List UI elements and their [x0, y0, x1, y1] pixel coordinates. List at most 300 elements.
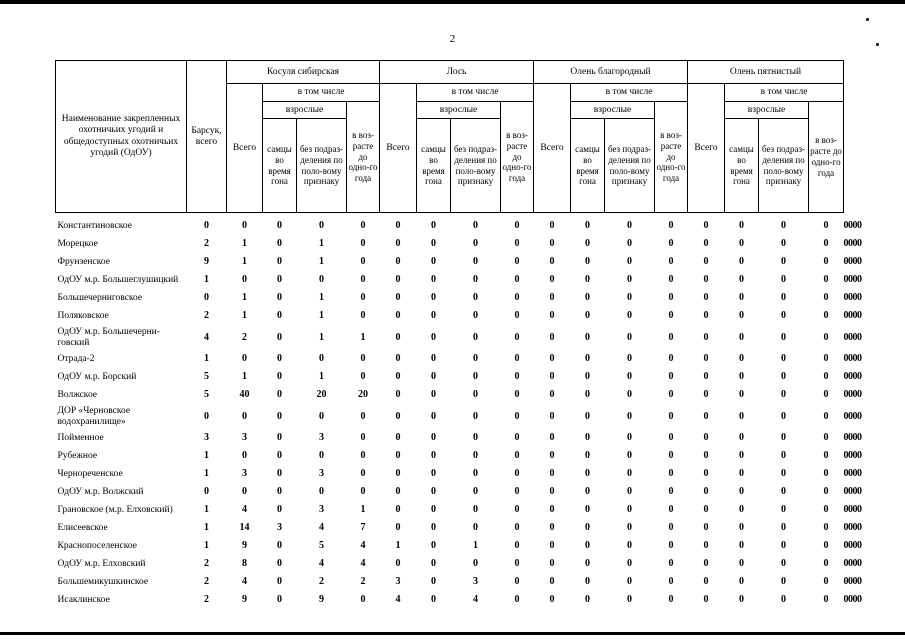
table-cell: 0 [668, 371, 674, 383]
hunting-ground-name: Елисеевское [57, 522, 108, 533]
table-cell: 0 [360, 256, 366, 268]
table-cell: 0 [781, 274, 787, 286]
hunting-ground-name: Чернореченское [57, 468, 123, 479]
table-cell: 0 [668, 256, 674, 268]
table-cell: 0 [514, 450, 520, 462]
no-sex-division-header: без подраз-деления по поло-вому признаку [451, 119, 501, 213]
table-cell: 0 [852, 594, 858, 606]
table-cell: 0 [703, 371, 709, 383]
table-cell: 0 [395, 450, 401, 462]
table-cell: 0 [703, 256, 709, 268]
table-cell: 0 [703, 522, 709, 534]
table-cell: 0 [857, 450, 862, 462]
table-cell: 0 [857, 238, 862, 250]
hunting-ground-name: ОдОУ м.р. Большеглушицкий [57, 274, 179, 285]
table-cell: 0 [739, 450, 745, 462]
table-cell: 2 [204, 310, 209, 322]
table-cell: 0 [703, 310, 709, 322]
table-cell: 0 [739, 410, 745, 422]
table-cell: 9 [242, 594, 247, 606]
table-cell: 0 [360, 220, 366, 232]
table-cell: 0 [549, 310, 555, 322]
table-cell: 0 [277, 220, 282, 232]
table-cell: 0 [739, 353, 745, 365]
table-cell: 2 [242, 331, 247, 343]
table-cell: 0 [585, 450, 591, 462]
table-cell: 0 [703, 504, 709, 516]
table-cell: 0 [852, 292, 858, 304]
table-cell: 0 [473, 353, 479, 365]
table-cell: 0 [857, 256, 862, 268]
table-cell: 0 [703, 576, 709, 588]
table-cell: 0 [848, 310, 854, 322]
table-cell: 3 [204, 432, 209, 444]
table-cell: 2 [360, 576, 366, 588]
table-cell: 0 [395, 522, 401, 534]
bottom-border-line [0, 632, 905, 635]
table-row [56, 501, 862, 519]
table-cell: 4 [319, 558, 324, 570]
table-cell: 0 [823, 389, 829, 401]
table-cell: 0 [473, 274, 479, 286]
table-cell: 0 [473, 331, 479, 343]
table-cell: 0 [277, 576, 282, 588]
table-cell: 0 [843, 522, 849, 534]
table-cell: 0 [431, 504, 437, 516]
table-row [56, 235, 862, 253]
table-cell: 1 [319, 371, 324, 383]
table-cell: 0 [852, 238, 858, 250]
table-cell: 0 [585, 256, 591, 268]
table-cell: 0 [585, 331, 591, 343]
table-cell: 0 [360, 292, 366, 304]
table-cell: 0 [360, 353, 366, 365]
table-cell: 0 [431, 292, 437, 304]
table-cell: 0 [585, 389, 591, 401]
table-cell: 0 [668, 310, 674, 322]
table-cell: 1 [395, 540, 401, 552]
table-cell: 0 [848, 371, 854, 383]
table-cell: 0 [668, 432, 674, 444]
table-row [56, 253, 862, 271]
table-cell: 0 [585, 468, 591, 480]
table-cell: 0 [431, 468, 437, 480]
table-cell: 0 [857, 594, 862, 606]
table-cell: 1 [242, 256, 247, 268]
table-cell: 0 [781, 410, 787, 422]
table-cell: 0 [585, 310, 591, 322]
table-cell: 4 [360, 540, 366, 552]
table-row [56, 429, 862, 447]
table-cell: 0 [739, 594, 745, 606]
table-cell: 0 [360, 238, 366, 250]
table-cell: 0 [395, 504, 401, 516]
table-cell: 0 [549, 432, 555, 444]
table-cell: 0 [395, 432, 401, 444]
hunting-grounds-table [55, 60, 862, 609]
hunting-ground-name: Фрунзенское [57, 256, 110, 267]
hunting-ground-name: Исаклинское [57, 594, 110, 605]
table-cell: 0 [627, 450, 633, 462]
table-cell: 0 [514, 331, 520, 343]
table-row [56, 537, 862, 555]
table-cell: 14 [239, 522, 250, 534]
males-rut-header: самцы во время гона [263, 119, 297, 213]
table-cell: 0 [781, 310, 787, 322]
table-cell: 0 [395, 558, 401, 570]
table-cell: 1 [204, 450, 209, 462]
table-cell: 0 [848, 486, 854, 498]
table-cell: 0 [848, 292, 854, 304]
table-cell: 0 [319, 353, 324, 365]
table-cell: 0 [514, 594, 520, 606]
hunting-ground-name: Константиновское [57, 220, 132, 231]
table-cell: 0 [473, 292, 479, 304]
table-cell: 0 [549, 331, 555, 343]
table-cell: 0 [843, 256, 849, 268]
table-cell: 0 [627, 274, 633, 286]
table-cell: 0 [848, 432, 854, 444]
table-cell: 4 [242, 504, 247, 516]
table-cell: 0 [703, 389, 709, 401]
table-cell: 0 [739, 468, 745, 480]
hunting-ground-name: ОдОУ м.р. Волжский [57, 486, 144, 497]
table-cell: 0 [739, 486, 745, 498]
table-cell: 0 [360, 468, 366, 480]
table-cell: 0 [739, 292, 745, 304]
table-cell: 0 [627, 389, 633, 401]
table-row [56, 519, 862, 537]
hunting-ground-name: Грановское (м.р. Елховский) [57, 504, 173, 515]
table-cell: 0 [668, 410, 674, 422]
adults-header: взрослые [417, 102, 501, 119]
table-cell: 0 [395, 410, 401, 422]
name-column-header: Наименование закрепленных охотничьих угодий и общедоступных охотничьих угодий (ОдОУ) [56, 61, 187, 213]
table-cell: 0 [473, 522, 479, 534]
table-cell: 1 [319, 331, 324, 343]
table-cell: 0 [843, 371, 849, 383]
table-cell: 0 [395, 274, 401, 286]
table-cell: 0 [585, 594, 591, 606]
table-cell: 0 [431, 576, 437, 588]
table-cell: 0 [843, 310, 849, 322]
table-cell: 0 [395, 486, 401, 498]
table-cell: 0 [857, 468, 862, 480]
table-cell: 0 [549, 410, 555, 422]
table-cell: 0 [823, 540, 829, 552]
table-row [56, 307, 862, 325]
table-cell: 0 [857, 274, 862, 286]
table-cell: 0 [857, 331, 862, 343]
table-cell: 0 [627, 468, 633, 480]
table-row [56, 483, 862, 501]
table-cell: 1 [319, 310, 324, 322]
table-row [56, 447, 862, 465]
table-cell: 0 [514, 522, 520, 534]
table-header [56, 61, 862, 213]
table-cell: 0 [739, 274, 745, 286]
table-cell: 0 [585, 371, 591, 383]
table-row [56, 404, 862, 429]
table-cell: 0 [585, 410, 591, 422]
table-cell: 0 [277, 486, 282, 498]
table-cell: 0 [857, 558, 862, 570]
table-body [56, 213, 862, 610]
table-row [56, 368, 862, 386]
table-cell: 0 [739, 389, 745, 401]
table-cell: 0 [585, 292, 591, 304]
table-cell: 0 [204, 410, 209, 422]
males-rut-header: самцы во время гона [725, 119, 759, 213]
total-header: Всего [534, 84, 571, 213]
table-cell: 0 [668, 504, 674, 516]
table-cell: 0 [781, 220, 787, 232]
hunting-ground-name: Рубежное [57, 450, 98, 461]
table-cell: 1 [204, 540, 209, 552]
table-cell: 0 [848, 558, 854, 570]
table-cell: 0 [823, 410, 829, 422]
table-cell: 0 [360, 310, 366, 322]
table-cell: 0 [852, 558, 858, 570]
table-cell: 0 [739, 540, 745, 552]
table-cell: 0 [473, 238, 479, 250]
table-cell: 0 [781, 256, 787, 268]
table-row [56, 271, 862, 289]
table-cell: 0 [781, 504, 787, 516]
species-header-elk: Лось [380, 61, 534, 84]
table-cell: 0 [848, 410, 854, 422]
table-cell: 0 [668, 274, 674, 286]
table-cell: 0 [843, 274, 849, 286]
hunting-ground-name: Краснопоселенское [57, 540, 137, 551]
including-header: в том числе [263, 84, 380, 102]
table-cell: 0 [549, 292, 555, 304]
table-cell: 0 [585, 522, 591, 534]
table-cell: 0 [857, 353, 862, 365]
table-cell: 2 [204, 238, 209, 250]
table-cell: 0 [843, 504, 849, 516]
table-cell: 0 [473, 468, 479, 480]
table-cell: 0 [857, 410, 862, 422]
table-cell: 0 [852, 371, 858, 383]
table-cell: 0 [852, 522, 858, 534]
table-cell: 0 [549, 540, 555, 552]
table-cell: 0 [852, 410, 858, 422]
including-header: в том числе [725, 84, 844, 102]
under-one-year-header: в воз-расте до одно-го года [501, 102, 534, 213]
table-cell: 0 [277, 310, 282, 322]
table-cell: 0 [843, 331, 849, 343]
table-cell: 0 [242, 486, 247, 498]
table-cell: 0 [514, 220, 520, 232]
table-cell: 0 [848, 594, 854, 606]
table-cell: 0 [431, 540, 437, 552]
table-cell: 1 [204, 504, 209, 516]
table-cell: 3 [242, 432, 247, 444]
table-cell: 0 [431, 274, 437, 286]
table-cell: 8 [242, 558, 247, 570]
table-cell: 0 [627, 256, 633, 268]
table-cell: 0 [277, 450, 282, 462]
table-cell: 0 [843, 594, 849, 606]
table-cell: 0 [627, 371, 633, 383]
table-cell: 0 [668, 238, 674, 250]
table-cell: 0 [473, 450, 479, 462]
table-cell: 3 [242, 468, 247, 480]
table-cell: 0 [431, 432, 437, 444]
species-header-sika-deer: Олень пятнистый [688, 61, 844, 84]
table-row [56, 555, 862, 573]
table-cell: 0 [627, 238, 633, 250]
table-cell: 0 [473, 220, 479, 232]
table-cell: 1 [319, 292, 324, 304]
table-cell: 0 [585, 432, 591, 444]
table-cell: 2 [319, 576, 324, 588]
table-cell: 0 [668, 331, 674, 343]
table-cell: 0 [857, 310, 862, 322]
table-cell: 0 [585, 274, 591, 286]
no-sex-division-header: без подраз-деления по поло-вому признаку [605, 119, 655, 213]
table-cell: 0 [204, 292, 209, 304]
table-cell: 0 [585, 353, 591, 365]
table-cell: 0 [848, 450, 854, 462]
table-cell: 0 [319, 220, 324, 232]
table-cell: 0 [549, 256, 555, 268]
table-cell: 0 [739, 310, 745, 322]
table-cell: 0 [549, 594, 555, 606]
table-cell: 0 [473, 371, 479, 383]
table-cell: 0 [703, 331, 709, 343]
hunting-ground-name: Отрада-2 [57, 353, 95, 364]
table-cell: 0 [627, 522, 633, 534]
adults-header: взрослые [725, 102, 809, 119]
table-cell: 0 [627, 558, 633, 570]
table-cell: 0 [823, 353, 829, 365]
table-cell: 0 [852, 310, 858, 322]
table-cell: 0 [473, 389, 479, 401]
table-cell: 3 [319, 432, 324, 444]
table-cell: 0 [431, 310, 437, 322]
table-cell: 4 [204, 331, 209, 343]
table-cell: 0 [668, 292, 674, 304]
table-cell: 0 [668, 450, 674, 462]
table-cell: 0 [360, 450, 366, 462]
table-cell: 0 [514, 432, 520, 444]
table-cell: 0 [627, 410, 633, 422]
table-cell: 0 [739, 220, 745, 232]
badger-column-header: Барсук, всего [187, 61, 227, 213]
table-cell: 0 [823, 256, 829, 268]
table-cell: 0 [823, 522, 829, 534]
table-cell: 0 [781, 594, 787, 606]
table-cell: 0 [852, 220, 858, 231]
table-cell: 0 [703, 540, 709, 552]
table-cell: 0 [277, 540, 282, 552]
table-cell: 0 [473, 558, 479, 570]
table-cell: 1 [319, 238, 324, 250]
table-cell: 0 [848, 220, 854, 231]
table-cell: 0 [668, 594, 674, 606]
table-cell: 0 [852, 256, 858, 268]
table-cell: 5 [204, 389, 209, 401]
table-row [56, 213, 862, 236]
table-cell: 0 [549, 486, 555, 498]
table-cell: 0 [857, 576, 862, 588]
table-cell: 0 [514, 371, 520, 383]
table-cell: 1 [473, 540, 479, 552]
table-cell: 20 [316, 389, 327, 401]
table-cell: 0 [319, 450, 324, 462]
table-row [56, 573, 862, 591]
table-cell: 0 [585, 558, 591, 570]
table-cell: 0 [781, 292, 787, 304]
table-cell: 0 [585, 504, 591, 516]
table-cell: 0 [781, 450, 787, 462]
under-one-year-header: в воз-расте до одно-го года [655, 102, 688, 213]
under-one-year-header: в воз-расте до одно-го года [809, 102, 844, 213]
hunting-ground-name: ОдОУ м.р. Большечерни-говский [57, 326, 160, 348]
table-cell: 0 [668, 576, 674, 588]
table-cell: 0 [852, 432, 858, 444]
table-cell: 0 [242, 450, 247, 462]
table-cell: 0 [843, 468, 849, 480]
males-rut-header: самцы во время гона [417, 119, 451, 213]
table-cell: 0 [781, 540, 787, 552]
table-cell: 0 [549, 576, 555, 588]
table-cell: 0 [473, 504, 479, 516]
table-cell: 0 [857, 486, 862, 498]
table-cell: 0 [627, 292, 633, 304]
table-cell: 7 [360, 522, 366, 534]
table-cell: 40 [239, 389, 250, 401]
table-cell: 0 [549, 353, 555, 365]
table-cell: 3 [395, 576, 401, 588]
table-cell: 0 [703, 220, 709, 232]
table-cell: 0 [703, 468, 709, 480]
males-rut-header: самцы во время гона [571, 119, 605, 213]
table-cell: 0 [739, 432, 745, 444]
table-cell: 0 [514, 558, 520, 570]
table-cell: 0 [668, 486, 674, 498]
table-cell: 0 [857, 220, 862, 231]
table-cell: 3 [473, 576, 479, 588]
table-cell: 0 [319, 410, 324, 422]
table-cell: 0 [585, 220, 591, 232]
table-cell: 0 [848, 353, 854, 365]
table-cell: 5 [319, 540, 324, 552]
table-cell: 0 [514, 238, 520, 250]
table-cell: 0 [514, 256, 520, 268]
table-cell: 0 [431, 353, 437, 365]
table-row [56, 386, 862, 404]
hunting-ground-name: Волжское [57, 389, 98, 400]
table-cell: 0 [549, 220, 555, 232]
table-cell: 0 [843, 410, 849, 422]
table-cell: 0 [360, 371, 366, 383]
table-cell: 0 [823, 238, 829, 250]
table-cell: 0 [627, 220, 633, 232]
table-cell: 0 [852, 450, 858, 462]
table-cell: 1 [242, 292, 247, 304]
table-cell: 0 [823, 292, 829, 304]
table-cell: 0 [360, 594, 366, 606]
table-cell: 0 [473, 310, 479, 322]
table-cell: 0 [739, 522, 745, 534]
total-header: Всего [688, 84, 725, 213]
table-cell: 0 [585, 540, 591, 552]
table-cell: 0 [319, 274, 324, 286]
table-cell: 0 [703, 353, 709, 365]
